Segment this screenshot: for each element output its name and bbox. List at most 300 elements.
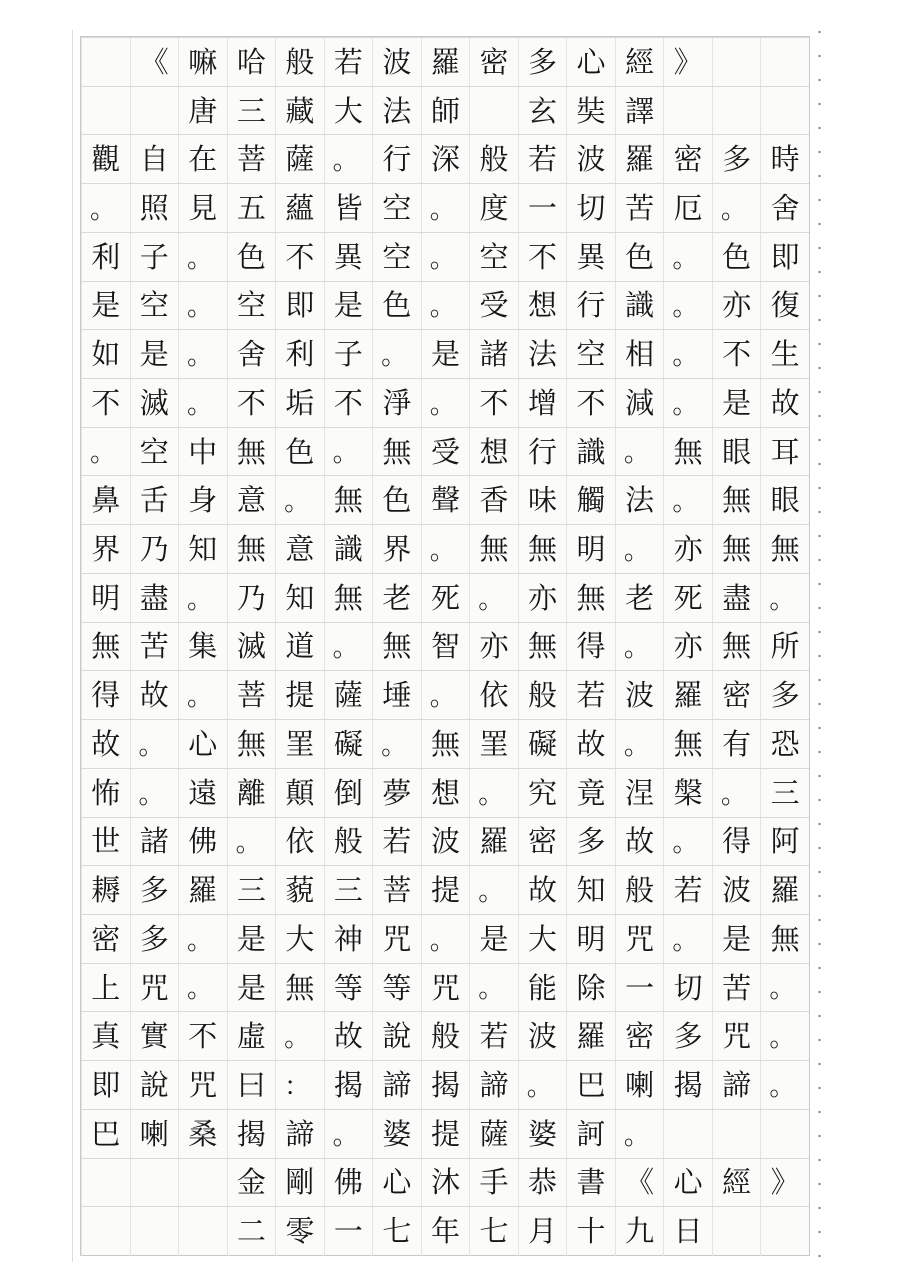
grid-cell: 多 [518,38,567,87]
grid-cell: 。 [615,525,664,574]
grid-cell: 菩 [227,135,276,184]
grid-cell: 得 [712,818,761,867]
grid-cell: 。 [324,623,373,672]
grid-cell: 是 [712,915,761,964]
grid-cell: 空 [227,282,276,331]
grid-cell: 密 [518,818,567,867]
grid-cell: 藐 [275,866,324,915]
grid-cell: 明 [566,525,615,574]
grid-cell: 般 [421,1012,470,1061]
grid-cell: 恐 [760,720,809,769]
text-row [81,1060,809,1110]
grid-cell: 。 [178,233,227,282]
date-row [81,1206,809,1256]
grid-cell: 。 [615,623,664,672]
text-row [81,914,809,964]
grid-cell: 故 [760,379,809,428]
grid-cell: 。 [712,769,761,818]
grid-cell: 滅 [227,623,276,672]
grid-cell: 無 [324,476,373,525]
grid-cell: 提 [275,671,324,720]
grid-cell: 耨 [81,866,130,915]
grid-cell: 是 [469,915,518,964]
text-row [81,427,809,477]
grid-cell: 不 [178,1012,227,1061]
grid-cell: 眼 [712,428,761,477]
grid-cell: 多 [566,818,615,867]
grid-cell: 滅 [130,379,179,428]
grid-cell: 即 [81,1061,130,1110]
grid-cell: 舍 [760,184,809,233]
text-row [81,573,809,623]
grid-cell: 世 [81,818,130,867]
grid-cell: 離 [227,769,276,818]
grid-cell [81,87,130,136]
grid-cell: 《 [615,1159,664,1208]
grid-cell: 厄 [663,184,712,233]
grid-cell: 三 [324,866,373,915]
grid-cell: 遠 [178,769,227,818]
grid-cell: 。 [130,769,179,818]
grid-cell: 無 [566,574,615,623]
grid-cell: 薩 [324,671,373,720]
grid-cell: 揭 [663,1061,712,1110]
grid-cell: 無 [663,428,712,477]
grid-cell: 藏 [275,87,324,136]
grid-cell [81,1207,130,1256]
grid-cell: 多 [130,915,179,964]
grid-cell: 咒 [421,964,470,1013]
grid-cell: 蘊 [275,184,324,233]
grid-cell: 喇 [130,1110,179,1159]
calligraphy-sheet [80,36,810,1256]
grid-cell: 在 [178,135,227,184]
grid-cell: 無 [760,915,809,964]
grid-cell: 菩 [227,671,276,720]
grid-cell: 七 [372,1207,421,1256]
grid-cell: 阿 [760,818,809,867]
grid-cell: 》 [663,38,712,87]
grid-cell: 諸 [130,818,179,867]
grid-cell: 受 [469,282,518,331]
grid-cell: 明 [566,915,615,964]
grid-cell: 年 [421,1207,470,1256]
grid-cell: 是 [324,282,373,331]
grid-cell: 。 [178,330,227,379]
grid-cell: 識 [615,282,664,331]
grid-cell [130,87,179,136]
grid-cell: 無 [760,525,809,574]
grid-cell: 。 [178,282,227,331]
grid-cell: 曰 [227,1061,276,1110]
grid-cell: 若 [663,866,712,915]
title-row [81,37,809,87]
grid-cell [760,87,809,136]
grid-cell: 諸 [469,330,518,379]
grid-cell: 。 [663,915,712,964]
grid-cell: 色 [712,233,761,282]
grid-cell: 若 [566,671,615,720]
grid-cell: 苦 [130,623,179,672]
grid-cell: 夢 [372,769,421,818]
grid-cell: 色 [372,282,421,331]
grid-cell: 不 [81,379,130,428]
grid-cell: 無 [227,428,276,477]
grid-cell: 顛 [275,769,324,818]
grid-cell: 真 [81,1012,130,1061]
grid-cell: 皆 [324,184,373,233]
grid-cell: 耳 [760,428,809,477]
grid-cell: 神 [324,915,373,964]
grid-cell: 薩 [275,135,324,184]
grid-cell: 二 [227,1207,276,1256]
grid-cell: 明 [81,574,130,623]
grid-cell [712,1110,761,1159]
grid-cell: 羅 [663,671,712,720]
grid-cell: 度 [469,184,518,233]
grid-cell: 月 [518,1207,567,1256]
grid-cell: 切 [566,184,615,233]
grid-cell: 般 [518,671,567,720]
grid-cell: 所 [760,623,809,672]
grid-cell: 。 [81,428,130,477]
grid-cell: 實 [130,1012,179,1061]
grid-cell: 色 [372,476,421,525]
grid-cell: 無 [421,720,470,769]
text-row [81,378,809,428]
text-row [81,768,809,818]
grid-cell: 意 [227,476,276,525]
grid-cell: 波 [712,866,761,915]
grid-cell: 。 [81,184,130,233]
grid-cell: 即 [275,282,324,331]
grid-cell: 有 [712,720,761,769]
grid-cell: 苦 [712,964,761,1013]
text-row [81,1109,809,1159]
grid-cell: 中 [178,428,227,477]
grid-cell: 罣 [469,720,518,769]
grid-cell: 一 [518,184,567,233]
grid-cell: 行 [566,282,615,331]
grid-cell: 。 [760,1061,809,1110]
text-row [81,622,809,672]
grid-cell: 盡 [130,574,179,623]
grid-cell: 自 [130,135,179,184]
grid-cell: 密 [615,1012,664,1061]
grid-cell: 無 [372,623,421,672]
grid-cell: 羅 [566,1012,615,1061]
grid-cell: 。 [712,184,761,233]
grid-cell: 無 [712,525,761,574]
grid-cell [178,1159,227,1208]
grid-cell: 經 [712,1159,761,1208]
grid-cell: 即 [760,233,809,282]
grid-cell: 不 [469,379,518,428]
grid-cell: 舍 [227,330,276,379]
grid-cell: 色 [275,428,324,477]
grid-cell: 若 [372,818,421,867]
grid-cell: 。 [421,671,470,720]
grid-cell: 九 [615,1207,664,1256]
grid-cell: 減 [615,379,664,428]
grid-cell: 。 [421,233,470,282]
grid-cell: 般 [469,135,518,184]
grid-cell: 故 [81,720,130,769]
grid-cell: 。 [324,428,373,477]
grid-cell: 諦 [275,1110,324,1159]
grid-cell [469,87,518,136]
grid-cell: 集 [178,623,227,672]
grid-cell: 生 [760,330,809,379]
grid-cell: 是 [227,964,276,1013]
grid-cell: 是 [130,330,179,379]
grid-cell: 法 [372,87,421,136]
grid-cell: 。 [178,671,227,720]
grid-cell: 槃 [663,769,712,818]
grid-cell: 空 [566,330,615,379]
grid-cell [712,87,761,136]
grid-cell: 知 [178,525,227,574]
grid-cell: 。 [760,964,809,1013]
grid-cell: 一 [324,1207,373,1256]
grid-cell: 不 [566,379,615,428]
grid-cell: 菩 [372,866,421,915]
grid-cell: 乃 [227,574,276,623]
grid-cell: 不 [227,379,276,428]
grid-cell: 羅 [615,135,664,184]
grid-cell: 故 [518,866,567,915]
grid-cell: 利 [81,233,130,282]
grid-cell: 依 [469,671,518,720]
grid-cell: 意 [275,525,324,574]
grid-cell: 薩 [469,1110,518,1159]
grid-cell: 眼 [760,476,809,525]
grid-cell: 得 [566,623,615,672]
grid-cell: 想 [469,428,518,477]
grid-cell: 哈 [227,38,276,87]
perforation-dots [818,20,821,1260]
text-row [81,232,809,282]
grid-cell: 三 [227,866,276,915]
grid-cell: 。 [663,233,712,282]
grid-cell: 無 [275,964,324,1013]
grid-cell: 是 [421,330,470,379]
grid-cell: 無 [372,428,421,477]
grid-cell: 老 [372,574,421,623]
grid-cell: 。 [469,866,518,915]
grid-cell: 無 [518,525,567,574]
grid-cell: 知 [275,574,324,623]
grid-cell: 。 [469,574,518,623]
grid-cell: 虛 [227,1012,276,1061]
grid-cell: 無 [712,476,761,525]
grid-cell: 苦 [615,184,664,233]
grid-cell [178,1207,227,1256]
grid-cell: 嘛 [178,38,227,87]
grid-cell: 提 [421,1110,470,1159]
grid-cell: 利 [275,330,324,379]
grid-cell: 譯 [615,87,664,136]
grid-cell: 垢 [275,379,324,428]
grid-cell: 復 [760,282,809,331]
grid-cell: 想 [518,282,567,331]
grid-cell: 手 [469,1159,518,1208]
grid-cell: 道 [275,623,324,672]
grid-cell: 多 [663,1012,712,1061]
grid-cell: 無 [518,623,567,672]
text-row [81,183,809,233]
grid-cell: 故 [615,818,664,867]
grid-cell: 香 [469,476,518,525]
grid-cell: 無 [712,623,761,672]
grid-cell: 老 [615,574,664,623]
grid-cell: 大 [324,87,373,136]
grid-cell: 多 [712,135,761,184]
grid-cell: 。 [518,1061,567,1110]
grid-cell: 亦 [663,525,712,574]
grid-cell: 無 [227,525,276,574]
grid-cell: 智 [421,623,470,672]
grid-cell: 。 [663,379,712,428]
grid-cell: 般 [275,38,324,87]
grid-cell: 子 [324,330,373,379]
grid-cell: 亦 [469,623,518,672]
grid-cell: 識 [566,428,615,477]
grid-cell: 諦 [469,1061,518,1110]
grid-cell: 。 [469,769,518,818]
grid-cell: 十 [566,1207,615,1256]
grid-cell: 鼻 [81,476,130,525]
grid-cell: 礙 [518,720,567,769]
grid-cell: 奘 [566,87,615,136]
grid-cell: 密 [712,671,761,720]
grid-cell: 般 [324,818,373,867]
grid-cell: 法 [615,476,664,525]
grid-cell: 無 [663,720,712,769]
grid-cell: 深 [421,135,470,184]
grid-cell: 三 [760,769,809,818]
grid-cell: 。 [760,1012,809,1061]
grid-cell: 婆 [518,1110,567,1159]
grid-cell: 怖 [81,769,130,818]
grid-cell: 巴 [81,1110,130,1159]
grid-cell: 。 [324,1110,373,1159]
grid-cell: 罣 [275,720,324,769]
grid-cell [81,38,130,87]
grid-cell: 咒 [372,915,421,964]
grid-cell: 》 [760,1159,809,1208]
grid-cell: 亦 [663,623,712,672]
grid-cell [760,1207,809,1256]
grid-cell: 盡 [712,574,761,623]
grid-cell: 不 [324,379,373,428]
grid-cell: 說 [130,1061,179,1110]
grid-cell: 大 [275,915,324,964]
grid-cell: 若 [324,38,373,87]
grid-cell: 空 [469,233,518,282]
grid-cell: 提 [421,866,470,915]
grid-cell [130,1159,179,1208]
grid-cell: 師 [421,87,470,136]
grid-cell: 。 [760,574,809,623]
grid-cell: 。 [615,428,664,477]
grid-cell: 是 [712,379,761,428]
grid-cell: 多 [130,866,179,915]
author-row [81,86,809,136]
grid-cell: 桑 [178,1110,227,1159]
text-row [81,963,809,1013]
grid-cell: 見 [178,184,227,233]
grid-cell: 不 [518,233,567,282]
grid-cell: 不 [712,330,761,379]
grid-cell: 。 [421,282,470,331]
grid-cell: 羅 [178,866,227,915]
grid-cell: 。 [275,1012,324,1061]
grid-cell: 波 [566,135,615,184]
grid-cell: 揭 [421,1061,470,1110]
grid-cell: 佛 [178,818,227,867]
grid-cell: 身 [178,476,227,525]
grid-cell: 亦 [518,574,567,623]
grid-cell: 觸 [566,476,615,525]
grid-cell: 。 [227,818,276,867]
grid-cell: 。 [615,1110,664,1159]
grid-cell: 書 [566,1159,615,1208]
text-row [81,670,809,720]
grid-cell: 界 [372,525,421,574]
grid-cell: 色 [227,233,276,282]
grid-cell: 。 [421,379,470,428]
grid-cell: 無 [324,574,373,623]
text-row [81,719,809,769]
grid-cell: 竟 [566,769,615,818]
grid-cell: 無 [227,720,276,769]
grid-cell: 。 [421,915,470,964]
grid-cell: 增 [518,379,567,428]
grid-cell: 七 [469,1207,518,1256]
grid-cell: 行 [372,135,421,184]
grid-cell: 空 [130,282,179,331]
text-row [81,281,809,331]
grid-cell: 波 [421,818,470,867]
grid-cell: 依 [275,818,324,867]
grid-cell: 沐 [421,1159,470,1208]
grid-cell: 婆 [372,1110,421,1159]
grid-cell: 上 [81,964,130,1013]
grid-cell: 想 [421,769,470,818]
grid-cell: 無 [81,623,130,672]
grid-cell: 是 [81,282,130,331]
grid-cell: 。 [663,282,712,331]
page-margin-line [72,30,73,1262]
grid-cell: 空 [372,184,421,233]
grid-cell: 大 [518,915,567,964]
grid-cell: 五 [227,184,276,233]
grid-cell [81,1159,130,1208]
grid-cell: 故 [130,671,179,720]
text-row [81,524,809,574]
grid-cell [712,1207,761,1256]
grid-cell: 聲 [421,476,470,525]
grid-cell: 時 [760,135,809,184]
grid-cell: 若 [518,135,567,184]
text-row [81,865,809,915]
grid-cell: 亦 [712,282,761,331]
grid-cell: 空 [130,428,179,477]
grid-cell: 切 [663,964,712,1013]
grid-cell: 零 [275,1207,324,1256]
grid-cell [130,1207,179,1256]
